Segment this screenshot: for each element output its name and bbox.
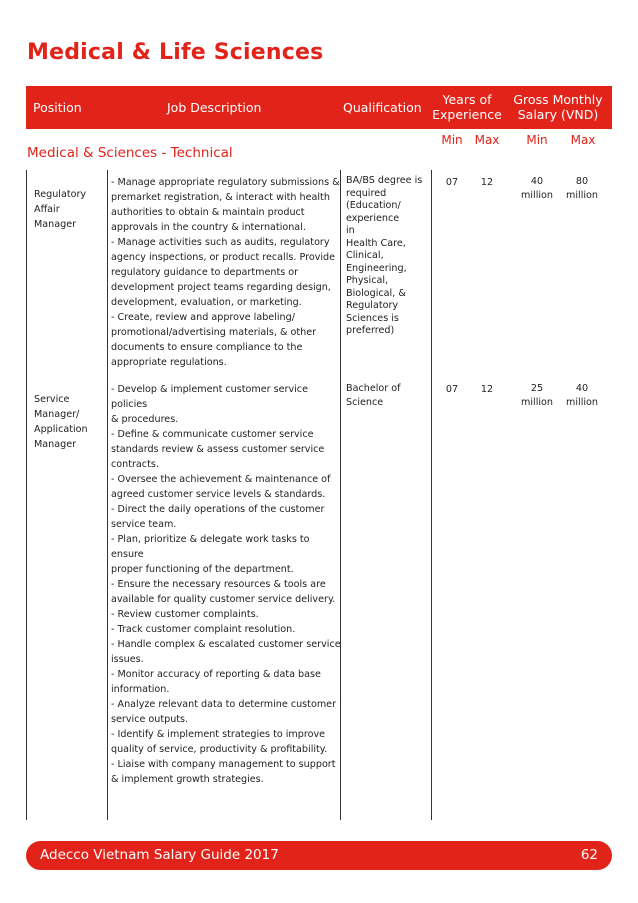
- row-2-salary-min: 25 million: [521, 383, 553, 408]
- row-1-salary-min: 40 million: [521, 176, 553, 201]
- column-divider: [431, 170, 432, 820]
- salary-max-label: Max: [570, 133, 596, 147]
- header-salary-line2: Salary (VND): [517, 107, 599, 122]
- header-gross-salary: [508, 92, 608, 122]
- header-years-line2: Experience: [432, 107, 502, 122]
- header-qualification: Qualification: [343, 100, 422, 115]
- column-divider: [26, 170, 27, 820]
- row-1-years-max: 12: [480, 177, 494, 188]
- table-header-bar: [26, 86, 612, 129]
- page-title: Medical & Life Sciences: [27, 40, 324, 65]
- footer-bar: [26, 841, 612, 870]
- row-2-job-description: - Develop & implement customer service policies & procedures. - Define & communicate customer service standards review & assess customer service contracts. - Oversee the achievement & maintenance of agreed customer service levels & standards. - Direct the daily operations of the customer service team. - Plan, prioritize & delegate work tasks to ensure proper functioning of the department. - Ensure the necessary resources & tools are available for quality customer service delivery. - Review customer complaints. - Track customer complaint resolution. - Handle complex & escalated customer service issues. - Monitor accuracy of reporting & data base information. - Analyze relevant data to determine customer service outputs. - Identify & implement strategies to improve quality of service, productivity & profitability. - Liaise with company management to support & implement growth strategies.: [111, 384, 341, 785]
- column-divider: [107, 170, 108, 820]
- header-years-experience: [424, 92, 510, 122]
- row-1-years-min: 07: [445, 177, 459, 188]
- years-min-label: Min: [441, 133, 463, 147]
- section-title: Medical & Sciences - Technical: [27, 145, 233, 161]
- header-salary-line1: Gross Monthly: [513, 92, 603, 107]
- years-max-label: Max: [474, 133, 500, 147]
- header-position: Position: [33, 100, 82, 115]
- row-1-position: Regulatory Affair Manager: [34, 189, 87, 230]
- row-2-qualification: Bachelor of Science: [346, 383, 401, 408]
- row-2-years-max: 12: [480, 384, 494, 395]
- row-2-salary-max: 40 million: [566, 383, 598, 408]
- header-years-line1: Years of: [442, 92, 492, 107]
- page-number: 62: [580, 847, 598, 863]
- header-job-description: Job Description: [167, 100, 262, 115]
- row-2-position: Service Manager/ Application Manager: [34, 394, 88, 450]
- row-1-qualification: BA/BS degree is required (Education/ experience in Health Care, Clinical, Engineering, Physical, Biological, & Regulatory Sciences is preferred): [346, 175, 423, 336]
- salary-min-label: Min: [526, 133, 548, 147]
- row-2-years-min: 07: [445, 384, 459, 395]
- footer-title: Adecco Vietnam Salary Guide 2017: [40, 847, 279, 863]
- row-1-job-description: - Manage appropriate regulatory submissions & premarket registration, & interact with health authorities to obtain & maintain product approvals in the country & international. - Manage activities such as audits, regulatory agency inspections, or product recalls. Provide regulatory guidance to departments or development project teams regarding design, development, evaluation, or marketing. - Create, review and approve labeling/ promotional/advertising materials, & other documents to ensure compliance to the appropriate regulations.: [111, 177, 340, 368]
- row-1-salary-max: 80 million: [566, 176, 598, 201]
